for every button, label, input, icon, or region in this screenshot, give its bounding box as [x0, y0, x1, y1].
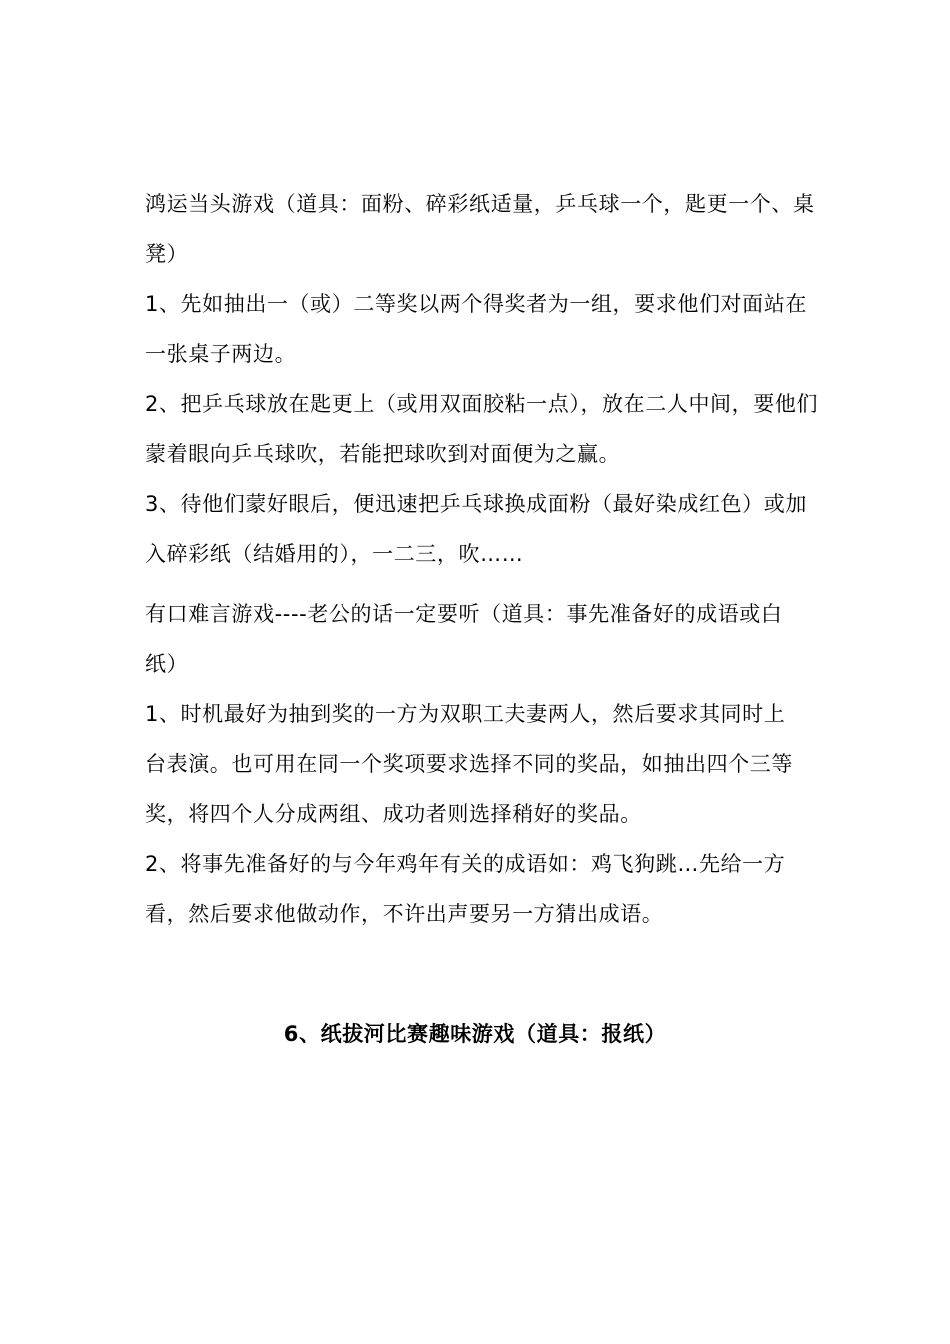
step-1-line: 1、先如抽出一（或）二等奖以两个得奖者为一组，要求他们对面站在 — [145, 292, 807, 316]
step-2-line: 2、把乒乓球放在匙更上（或用双面胶粘一点），放在二人中间，要他们 — [145, 392, 819, 416]
step-2-line: 看，然后要求他做动作，不许出声要另一方猜出成语。 — [145, 902, 664, 926]
section-title-line: 有口难言游戏----老公的话一定要听（道具：事先准备好的成语或白 — [145, 602, 783, 626]
step-3-line: 入碎彩纸（结婚用的），一二三，吹…… — [145, 542, 524, 566]
step-1-line: 一张桌子两边。 — [145, 342, 297, 366]
section-title-line: 凳） — [145, 242, 189, 266]
step-2-line: 蒙着眼向乒乓球吹，若能把球吹到对面便为之赢。 — [145, 442, 621, 466]
step-1-line: 台表演。也可用在同一个奖项要求选择不同的奖品，如抽出四个三等 — [145, 752, 793, 776]
step-3-line: 3、待他们蒙好眼后，便迅速把乒乓球换成面粉（最好染成红色）或加 — [145, 492, 807, 516]
step-1-line: 奖，将四个人分成两组、成功者则选择稍好的奖品。 — [145, 802, 642, 826]
section-title-line: 纸） — [145, 652, 189, 676]
step-2-line: 2、将事先准备好的与今年鸡年有关的成语如：鸡飞狗跳…先给一方 — [145, 852, 786, 876]
section-heading-paper-tug-of-war: 6、纸拔河比赛趣味游戏（道具：报纸） — [283, 1022, 667, 1046]
section-title-line: 鸿运当头游戏（道具：面粉、碎彩纸适量，乒乓球一个，匙更一个、桌 — [145, 192, 815, 216]
step-1-line: 1、时机最好为抽到奖的一方为双职工夫妻两人，然后要求其同时上 — [145, 702, 786, 726]
